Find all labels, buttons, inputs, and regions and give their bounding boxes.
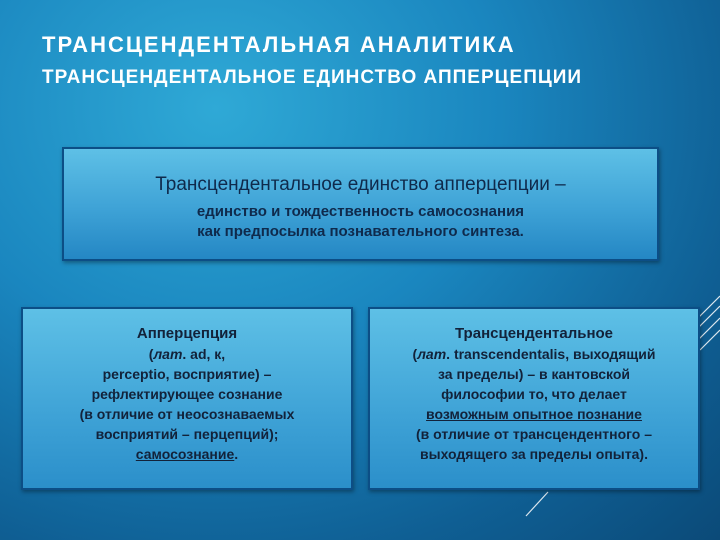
apperception-link-line (23, 444, 351, 464)
apperception-line-3: perceptio, восприятие) – (102, 366, 272, 382)
apperception-box (21, 307, 353, 490)
apperception-line-6: восприятий – перцепций); (95, 426, 279, 442)
transcendental-link-line (370, 404, 698, 424)
link-tail: . (234, 446, 239, 462)
transcendental-heading: Трансцендентальное (454, 325, 614, 342)
paren-open: ( (148, 346, 154, 362)
slide-title: ТРАНСЦЕНДЕНТАЛЬНАЯ АНАЛИТИКА (42, 32, 516, 57)
self-consciousness-link[interactable]: самосознание (135, 446, 235, 462)
transcendental-etymology (370, 344, 698, 364)
lat-label: лат (417, 346, 447, 362)
lat-rest: . transcendentalis, выходящий (446, 346, 656, 362)
transcendental-box (368, 307, 700, 490)
lat-rest: . ad, к, (182, 346, 226, 362)
possible-experience-link[interactable]: возможным опытное познание (426, 406, 642, 422)
transcendental-line-3: за пределы) – в кантовской (438, 366, 630, 382)
slide-subtitle: ТРАНСЦЕНДЕНТАЛЬНОЕ ЕДИНСТВО АППЕРЦЕПЦИИ (42, 67, 583, 88)
transcendental-line-7: выходящего за пределы опыта). (420, 446, 648, 462)
definition-title: Трансцендентальное единство апперцепции – (155, 174, 566, 195)
apperception-etymology (23, 344, 351, 364)
paren-open: ( (412, 346, 418, 362)
definition-box (62, 147, 659, 261)
apperception-line-4: рефлектирующее сознание (91, 386, 283, 402)
lat-label: лат (153, 346, 183, 362)
apperception-line-5: (в отличие от неосознаваемых (79, 406, 295, 422)
definition-line-2: как предпосылка познавательного синтеза. (197, 223, 524, 240)
apperception-heading: Апперцепция (136, 325, 238, 342)
definition-text (64, 202, 657, 242)
definition-line-1: единство и тождественность самосознания (196, 203, 525, 220)
transcendental-line-6: (в отличие от трансцендентного – (415, 426, 653, 442)
transcendental-line-4: философии то, что делает (441, 386, 627, 402)
